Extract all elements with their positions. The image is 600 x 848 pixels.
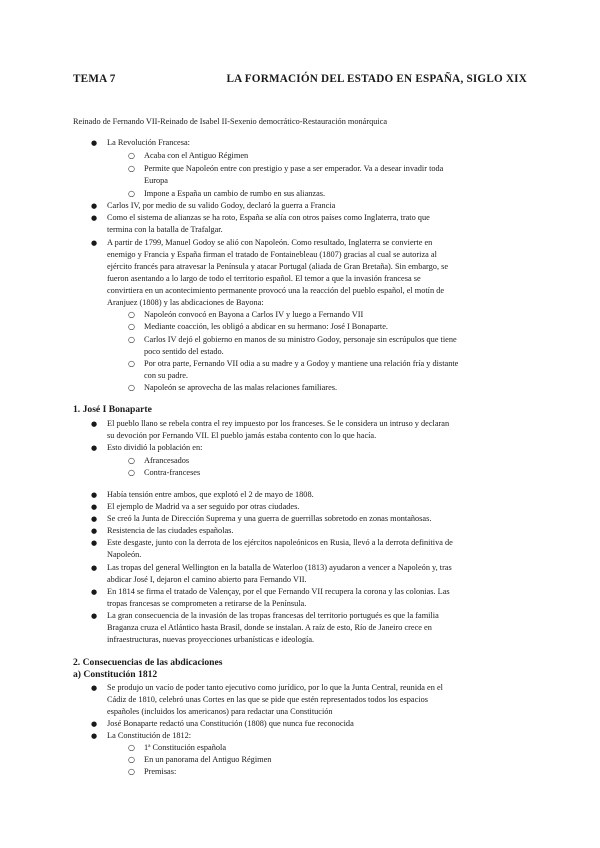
list-item: José Bonaparte redactó una Constitución (1808) que nunca fue reconocida [107, 719, 354, 728]
tema-label: TEMA 7 [73, 73, 116, 85]
list-item-continued: convirtiera en un acontecimiento permanente provocó una la reacción del pueblo español, el motín de [107, 286, 445, 295]
list-item: La Constitución de 1812: [107, 731, 192, 740]
bullet-marker: ● [91, 420, 98, 428]
document-title: LA FORMACIÓN DEL ESTADO EN ESPAÑA, SIGLO XIX [226, 73, 527, 85]
list-item: A partir de 1799, Manuel Godoy se alió con Napoleón. Como resultado, Inglaterra se convierte en [107, 238, 433, 247]
bullet-marker: ● [91, 539, 98, 547]
bullet-marker: ● [91, 491, 98, 499]
list-item-continued: tropas francesas se comprometen a retirarse de la Península. [107, 599, 307, 608]
sub-list-item: Contra-franceses [144, 468, 201, 477]
list-item-continued: abdicar José I, dejaron el camino abierto para Fernando VII. [107, 575, 307, 584]
subtitle: Reinado de Fernando VII-Reinado de Isabel II-Sexenio democrático-Restauración monárquica [73, 117, 388, 126]
list-item-continued: españoles (incluidos los americanos) para redactar una Constitución [107, 707, 333, 716]
bullet-marker: ● [91, 515, 98, 523]
bullet-marker: ● [91, 684, 98, 692]
sub-bullet-marker: ○ [128, 322, 135, 331]
sub-list-item: Mediante coacción, les obligó a abdicar en su hermano: José I Bonaparte. [144, 322, 388, 331]
bullet-marker: ● [91, 444, 98, 452]
list-item: Se creó la Junta de Dirección Suprema y una guerra de guerrillas sobretodo en zonas montañosas. [107, 514, 432, 523]
sub-bullet-marker: ○ [128, 755, 135, 764]
list-item: Había tensión entre ambos, que explotó el 2 de mayo de 1808. [107, 490, 314, 499]
list-item-continued: Cádiz de 1810, celebró unas Cortes en las que se pide que estén representados todos los espacios [107, 695, 428, 704]
bullet-marker: ● [91, 239, 98, 247]
list-item-continued: su devoción por Fernando VII. El pueblo jamás estaba contento con lo que hacía. [107, 431, 377, 440]
sub-bullet-marker: ○ [128, 164, 135, 173]
sub-bullet-marker: ○ [128, 335, 135, 344]
sub-list-item: Por otra parte, Fernando VII odia a su madre y a Godoy y mantiene una relación fría y distante [144, 359, 459, 368]
list-item: El ejemplo de Madrid va a ser seguido por otras ciudades. [107, 502, 300, 511]
bullet-marker: ● [91, 503, 98, 511]
section-heading: 1. José I Bonaparte [73, 404, 152, 415]
bullet-marker: ● [91, 612, 98, 620]
sub-list-item-continued: con su padre. [144, 371, 189, 380]
list-item-continued: enemigo y Francia y España firman el tratado de Fontainebleau (1807) gracias al cual se autoriza al [107, 250, 437, 259]
sub-list-item: Napoleón convocó en Bayona a Carlos IV y luego a Fernando VII [144, 310, 364, 319]
list-item-continued: infraestructuras, nuevas proyecciones urbanísticas e ideología. [107, 635, 315, 644]
section-heading: 2. Consecuencias de las abdicaciones [73, 657, 223, 668]
list-item-continued: ejército francés para atravesar la Península y atacar Portugal (aliada de Gran Bretaña). Sin embargo, se [107, 262, 449, 271]
bullet-marker: ● [91, 720, 98, 728]
sub-list-item: Afrancesados [144, 456, 190, 465]
sub-bullet-marker: ○ [128, 767, 135, 776]
sub-list-item: Premisas: [144, 767, 177, 776]
sub-list-item: Napoleón se aprovecha de las malas relaciones familiares. [144, 383, 338, 392]
list-item-continued: termina con la batalla de Trafalgar. [107, 225, 223, 234]
list-item-continued: fueron asentando a lo largo de todo el territorio español. El temor a que la invasión francesa se [107, 274, 421, 283]
sub-bullet-marker: ○ [128, 359, 135, 368]
bullet-marker: ● [91, 564, 98, 572]
list-item: Las tropas del general Wellington en la batalla de Waterloo (1813) ayudaron a vencer a Napoleón y, tras [107, 563, 452, 572]
list-item: La gran consecuencia de la invasión de las tropas francesas del territorio portugués es que la familia [107, 611, 439, 620]
list-item-continued: Braganza cruza el Atlántico hasta Brasil, donde se instalan. A raíz de esto, Río de Janeiro crece en [107, 623, 432, 632]
bullet-marker: ● [91, 732, 98, 740]
bullet-marker: ● [91, 202, 98, 210]
sub-list-item: Carlos IV dejó el gobierno en manos de su ministro Godoy, personaje sin escrúpulos que tiene [144, 335, 457, 344]
list-item: La Revolución Francesa: [107, 138, 190, 147]
subsection-heading: a) Constitución 1812 [73, 669, 158, 680]
sub-bullet-marker: ○ [128, 151, 135, 160]
list-item: Se produjo un vacío de poder tanto ejecutivo como jurídico, por lo que la Junta Central, reunida en el [107, 683, 443, 692]
list-item: Resistencia de las ciudades españolas. [107, 526, 234, 535]
sub-list-item: Permite que Napoleón entre con prestigio y pase a ser emperador. Va a desear invadir toda [144, 164, 444, 173]
sub-list-item-continued: poco sentido del estado. [144, 347, 224, 356]
list-item: Carlos IV, por medio de su valido Godoy, declaró la guerra a Francia [107, 201, 336, 210]
list-item: Este desgaste, junto con la derrota de los ejércitos napoleónicos en Rusia, llevó a la derrota definitiva de [107, 538, 453, 547]
sub-list-item: Impone a España un cambio de rumbo en sus alianzas. [144, 189, 326, 198]
bullet-marker: ● [91, 588, 98, 596]
sub-bullet-marker: ○ [128, 310, 135, 319]
sub-list-item: 1ª Constitución española [144, 743, 227, 752]
sub-bullet-marker: ○ [128, 743, 135, 752]
sub-list-item: Acaba con el Antiguo Régimen [144, 151, 249, 160]
list-item: El pueblo llano se rebela contra el rey impuesto por los franceses. Se le considera un intruso y declaran [107, 419, 450, 428]
sub-bullet-marker: ○ [128, 468, 135, 477]
bullet-marker: ● [91, 527, 98, 535]
list-item: Esto dividió la población en: [107, 443, 203, 452]
bullet-marker: ● [91, 139, 98, 147]
sub-list-item-continued: Europa [144, 176, 168, 185]
sub-bullet-marker: ○ [128, 189, 135, 198]
bullet-marker: ● [91, 214, 98, 222]
list-item: Como el sistema de alianzas se ha roto, España se alía con otros países como Inglaterra, trato que [107, 213, 430, 222]
list-item: En 1814 se firma el tratado de Valençay, por el que Fernando VII recupera la corona y las colonias. Las [107, 587, 450, 596]
list-item-continued: Napoleón. [107, 550, 142, 559]
list-item-continued: Aranjuez (1808) y las abdicaciones de Bayona: [107, 298, 264, 307]
sub-list-item: En un panorama del Antiguo Régimen [144, 755, 272, 764]
sub-bullet-marker: ○ [128, 383, 135, 392]
sub-bullet-marker: ○ [128, 456, 135, 465]
